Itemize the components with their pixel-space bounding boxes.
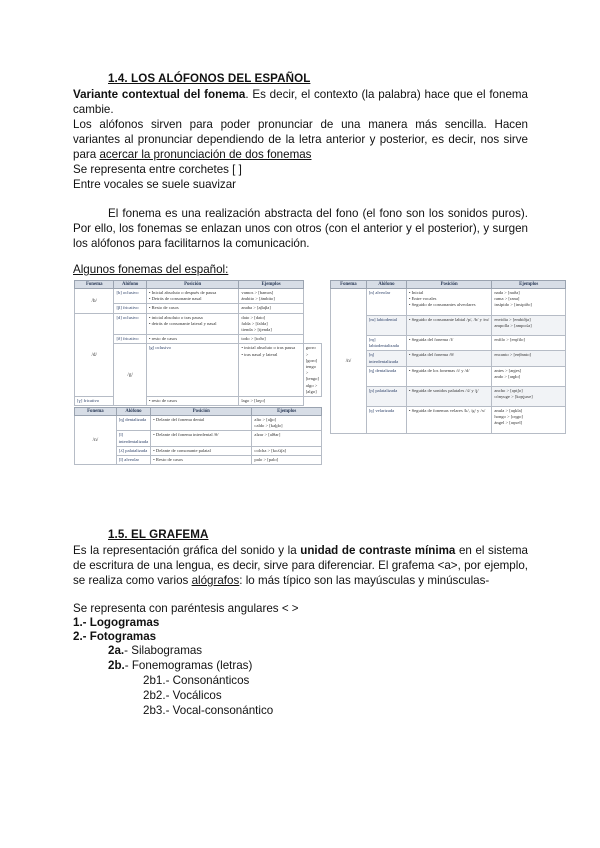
posicion-cell-line: • Seguida de fonemas velares /k/, /g/ y /x/ <box>408 407 486 413</box>
ejemplos-cell-line: anula > [aŋkla] <box>494 407 523 413</box>
alofono-cell: [ɱ] labiodentalizada <box>366 336 406 351</box>
header-alofono: Alófono <box>116 408 150 416</box>
alofono-cell: [ɣ] fricativo <box>75 397 114 406</box>
header-ejemplos: Ejemplos <box>239 281 303 289</box>
table-row <box>331 386 566 406</box>
ejemplos-cell-line: gorro > [goro] <box>305 345 318 363</box>
posicion-cell-line: • Inicial <box>408 290 424 295</box>
ejemplos-cell-line: rama > [rana] <box>494 296 520 302</box>
header-alofono: Alófono <box>366 281 406 289</box>
item-vocal-consonantico: 2b3.- Vocal-consonántico <box>143 704 274 717</box>
ejemplos-cell <box>492 316 566 336</box>
ejemplos-cell <box>492 386 566 406</box>
alofono-cell: [n̪] dentalizada <box>116 416 150 431</box>
header-fonema: Fonema <box>75 281 114 289</box>
posicion-cell-line: • Entre vocales <box>408 296 437 302</box>
ejemplos-cell-line: lago > [laɣo] <box>241 398 266 404</box>
table-row <box>75 313 322 335</box>
ejemplos-cell-line: alto > [al̪to] <box>254 417 277 422</box>
header-posicion: Posición <box>151 408 252 416</box>
angulares-line: Se representa con paréntesis angulares < > <box>73 602 299 615</box>
item-2b-text: - Fonemogramas (letras) <box>124 659 253 672</box>
grafema-bold: unidad de contraste mínima <box>300 544 456 557</box>
posicion-cell-line: • Seguido de consonantes alveolares <box>408 302 476 308</box>
posicion-cell-line: • Seguida del fonema /θ/ <box>408 352 454 358</box>
item-2a-number: 2a. <box>108 644 125 657</box>
alofono-cell: [n] alveolar <box>366 289 406 316</box>
alofono-cell: [g] oclusivo <box>146 344 239 397</box>
ejemplos-cell-line: todo > [toðo] <box>241 336 266 342</box>
ejemplos-cell <box>492 351 566 366</box>
table-fonema-n <box>330 280 566 434</box>
ejemplos-cell <box>252 431 322 446</box>
fonema-cell: /n/ <box>331 289 367 434</box>
header-ejemplos: Ejemplos <box>252 408 322 416</box>
ejemplos-cell-line: caldo > [kal̪do] <box>254 423 283 429</box>
grafema-text-b: en el sistema de escritura de una lengua, es decir, sirve para diferenciar. El grafema <a>, por ejemplo, se realiza como varios <box>73 544 529 587</box>
ejemplos-cell-line: falda > [falda] <box>241 320 268 326</box>
ejemplos-cell-line: ampolla > [ampoʎa] <box>494 323 532 329</box>
posicion-cell <box>146 313 239 335</box>
ejemplos-cell <box>239 289 303 304</box>
corchetes-line: Se representa entre corchetes [ ] <box>73 163 242 176</box>
item-consonanticos: 2b1.- Consonánticos <box>143 674 250 687</box>
vocales-line: Entre vocales se suele suavizar <box>73 178 237 191</box>
posicion-cell-line: • Inicial absoluto o después de pausa <box>148 290 217 295</box>
ejemplos-cell <box>252 456 322 465</box>
alofono-cell: [d] oclusivo <box>114 313 146 335</box>
posicion-cell-line: • resto de casos <box>148 398 178 404</box>
posicion-cell-line: • Resto de casos <box>148 305 179 311</box>
header-fonema: Fonema <box>75 408 117 416</box>
ejemplos-cell-line: tienda > [tjenda] <box>241 327 272 333</box>
alofono-cell: [n̪] dentalizada <box>366 366 406 386</box>
fonema-cell: /g/ <box>114 344 146 406</box>
alofono-cell: [l] interdentalizada <box>116 431 150 446</box>
posicion-cell-line: • Detrás de consonante nasal <box>148 296 202 302</box>
table-fonemas-bdg <box>74 280 322 406</box>
fonema-cell: /d/ <box>75 313 114 396</box>
posicion-cell <box>146 289 239 304</box>
posicion-cell-line: • tras nasal y lateral <box>241 351 278 357</box>
posicion-cell <box>146 304 239 313</box>
table-row <box>75 289 322 304</box>
ejemplos-cell <box>239 313 303 335</box>
item-logogramas: 1.- Logogramas <box>73 616 160 629</box>
header-ejemplos: Ejemplos <box>492 281 566 289</box>
alofono-cell: [n̟] interdentalizada <box>366 351 406 366</box>
ejemplos-cell-line: vamos > [bamos] <box>241 290 274 295</box>
ejemplos-cell-line: colcha > [koʎtʃa] <box>254 447 287 453</box>
ejemplos-cell-line: enfilo > [eɱfilo] <box>494 337 526 342</box>
header-alofono: Alófono <box>114 281 146 289</box>
alofono-cell: [ð] fricativo <box>114 335 146 344</box>
posicion-cell-line: • detrás de consonante lateral y nasal <box>148 320 217 326</box>
posicion-cell-line: • Seguida de los fonemas /t/ y /d/ <box>408 367 470 373</box>
ejemplos-cell-line: ando > [an̪do] <box>494 374 521 380</box>
tables-caption: Algunos fonemas del español: <box>73 263 229 276</box>
item-fotogramas: 2.- Fotogramas <box>73 630 157 643</box>
alofonos-paragraph <box>73 117 528 162</box>
ejemplos-cell <box>252 446 322 455</box>
posicion-cell-line: • Resto de casos <box>153 457 183 463</box>
ejemplos-cell <box>492 289 566 316</box>
alofono-cell: [β] fricativo <box>114 304 146 313</box>
posicion-cell-line: • Seguida de sonidos palatales /ʎ/ y /ʝ/ <box>408 387 479 393</box>
table-fonema-l <box>74 407 322 465</box>
ejemplos-cell-line: hongo > [oŋgo] <box>494 414 523 420</box>
ejemplos-cell-line: nada > [naða] <box>494 290 520 295</box>
posicion-cell <box>406 289 492 316</box>
alofonos-text: Los alófonos sirven para poder pronunciar de una manera más sencilla. Hacen variantes al pronunciar dependiendo de la letra anterior y posterior, es decir, nos sirve para <box>73 118 528 161</box>
ejemplos-cell-line: algo > [algo] <box>305 382 318 394</box>
ejemplos-cell-line: encanto > [en̟θanto] <box>494 352 532 358</box>
ejemplos-cell-line: anaba > [aβaβa] <box>241 305 271 311</box>
item-2b-number: 2b. <box>108 659 125 672</box>
ejemplos-cell <box>239 304 303 313</box>
posicion-cell <box>406 386 492 406</box>
ejemplos-cell-line: antes > [an̪tes] <box>494 367 522 373</box>
posicion-cell <box>146 335 239 344</box>
alofono-cell: [b] oclusivo <box>114 289 146 304</box>
ejemplos-cell-line: dato > [dato] <box>241 314 266 320</box>
posicion-cell-line: • Delante del fonema interdental /θ/ <box>153 432 219 438</box>
fonema-cell: /b/ <box>75 289 114 314</box>
item-fonemogramas <box>108 658 252 673</box>
ejemplos-cell <box>303 344 321 397</box>
table-row <box>75 416 322 431</box>
header-fonema: Fonema <box>331 281 367 289</box>
ejemplos-cell-line: palo > [palo] <box>254 457 279 463</box>
table-row <box>331 366 566 386</box>
header-posicion: Posición <box>406 281 492 289</box>
posicion-cell <box>406 336 492 351</box>
posicion-cell <box>151 431 252 446</box>
table-row <box>331 336 566 351</box>
posicion-cell-line: • Seguido de consonante labial /p/, /b/ y /m/ <box>408 317 490 322</box>
ejemplos-cell-line: alzar > [alθar] <box>254 432 281 438</box>
section-heading-1-4: 1.4. LOS ALÓFONOS DEL ESPAÑOL <box>108 72 311 85</box>
ejemplos-cell <box>492 336 566 351</box>
table-row <box>331 316 566 336</box>
grafema-text-a: Es la representación gráfica del sonido y la <box>73 544 301 557</box>
posicion-cell-line: • resto de casos <box>148 336 178 342</box>
item-2a-text: - Silabogramas <box>124 644 203 657</box>
definition-paragraph <box>73 87 528 117</box>
item-vocalicos: 2b2.- Vocálicos <box>143 689 222 702</box>
alofono-cell: [m] labiodental <box>366 316 406 336</box>
header-posicion: Posición <box>146 281 239 289</box>
ejemplos-cell-line: tengo > [tengo] <box>305 364 319 382</box>
posicion-cell <box>151 416 252 431</box>
fonema-cell: /n/ <box>75 416 117 465</box>
definition-term: Variante contextual del fonema <box>73 88 246 101</box>
posicion-cell <box>239 344 303 397</box>
table-row <box>75 397 322 406</box>
posicion-cell <box>151 446 252 455</box>
ejemplos-cell <box>239 397 303 406</box>
ejemplos-cell <box>252 416 322 431</box>
section-heading-1-5: 1.5. EL GRAFEMA <box>108 528 209 541</box>
alofono-cell: [l] alveolar <box>116 456 150 465</box>
posicion-cell <box>406 316 492 336</box>
posicion-cell-line: • Delante del fonema dental <box>153 417 205 422</box>
posicion-cell-line: • inicial absoluto o tras pausa <box>148 314 203 320</box>
alofonos-underlined: acercar la pronunciación de dos fonemas <box>99 148 312 161</box>
table-row <box>331 406 566 433</box>
grafema-paragraph <box>73 543 528 588</box>
posicion-cell <box>151 456 252 465</box>
posicion-cell <box>406 351 492 366</box>
alofono-cell: [ʎ] palatalizada <box>116 446 150 455</box>
grafema-alografos: alógrafos <box>191 574 240 587</box>
ejemplos-cell-line: ancho > [aɲtʃo] <box>494 387 523 393</box>
ejemplos-cell-line: envidia > [embiðja] <box>494 317 531 322</box>
table-row <box>331 289 566 316</box>
ejemplos-cell <box>492 406 566 433</box>
ejemplos-cell-line: cónyuge > [koɲʝuxe] <box>494 394 533 400</box>
alofono-cell: [ŋ] velarizada <box>366 406 406 433</box>
posicion-cell-line: • inicial absoluto o tras pausa <box>241 345 296 351</box>
ejemplos-cell-line: ángel > [aŋxel] <box>494 420 523 426</box>
grafema-text-c: : lo más típico son las mayúsculas y minúsculas- <box>239 574 490 587</box>
posicion-cell <box>146 397 239 406</box>
item-silabogramas <box>108 643 202 658</box>
alofono-cell: [ɲ] palatalizada <box>366 386 406 406</box>
posicion-cell <box>406 366 492 386</box>
ejemplos-cell-line: ámbito > [ámbito] <box>241 296 275 302</box>
posicion-cell <box>406 406 492 433</box>
posicion-cell-line: • Delante de consonante palatal <box>153 447 211 453</box>
table-row <box>331 351 566 366</box>
ejemplos-cell <box>239 335 303 344</box>
ejemplos-cell <box>492 366 566 386</box>
posicion-cell-line: • Seguida del fonema /f/ <box>408 337 454 342</box>
definition-text: . Es decir, el contexto (la palabra) hace que el fonema cambie. <box>73 88 528 116</box>
fonema-paragraph: El fonema es una realización abstracta del fono (el fono son los sonidos puros). Por ello, los fonemas se enlazan unos con otros (con el anterior y el posterior), y surgen los alófonos para facilitarnos la comunicación. <box>73 207 528 250</box>
ejemplos-cell-line: insípido > [insipiðo] <box>494 302 532 308</box>
